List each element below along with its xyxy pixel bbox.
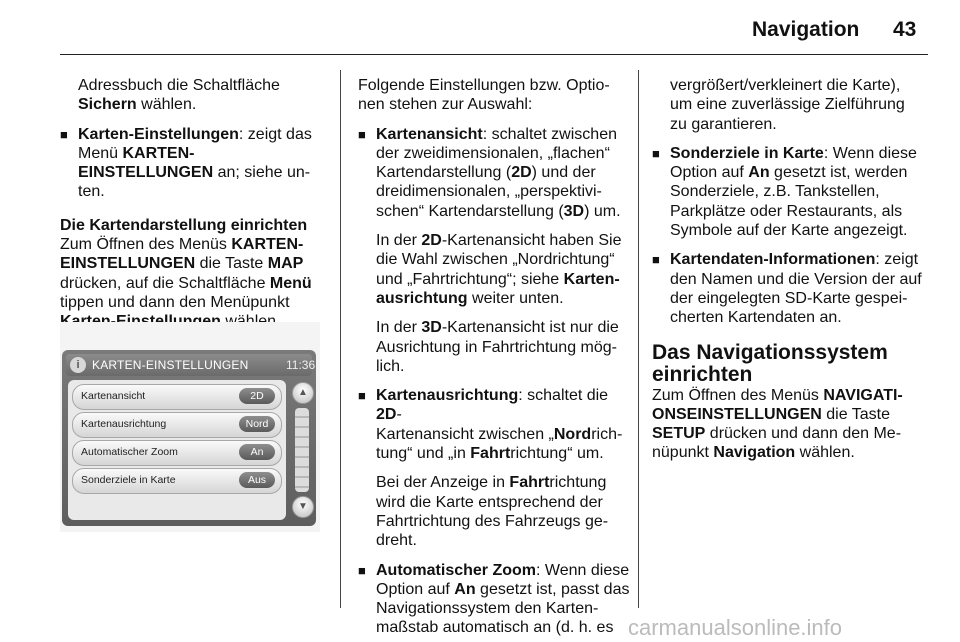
paragraph-navigation-setup: Zum Öffnen des Menüs NAVIGATI- ONSEINSTELLUNGEN die Taste SETUP drücken und dann den Me- nüpunkt Navigation wählen. bbox=[652, 386, 903, 462]
section-heading: Das Navigationssystem einrichten bbox=[652, 340, 888, 386]
footer-watermark: carmanualsonline.info bbox=[628, 615, 843, 640]
bullet-kartendaten: ■ Kartendaten-Informationen: zeigt den Namen und die Version der auf der eingelegten SD-Karte gespei- cherten Kartendaten an. bbox=[652, 250, 942, 327]
device-screenshot bbox=[60, 322, 320, 532]
header-divider bbox=[60, 54, 928, 55]
device-row-kartenansicht[interactable]: Kartenansicht 2D bbox=[72, 384, 282, 410]
device-row-value: Nord bbox=[239, 416, 275, 432]
subheading-kartendarstellung: Die Kartendarstellung einrichten bbox=[60, 216, 308, 234]
page-title: Navigation bbox=[752, 18, 860, 41]
column-2 bbox=[358, 76, 630, 638]
paragraph-intro: Folgende Einstellungen bzw. Optio- nen stehen zur Auswahl: bbox=[358, 77, 610, 114]
paragraph-kartendarstellung: Zum Öffnen des Menüs KARTEN- EINSTELLUNGEN die Taste MAP drücken, auf die Schaltfläche Menü tippen und dann den Menüpunkt bbox=[60, 236, 312, 311]
bullet-karten-einstellungen: ■ Karten-Einstellungen: zeigt das Menü KARTEN- EINSTELLUNGEN an; siehe un- ten. bbox=[60, 125, 332, 202]
bullet-kartenansicht: ■ Kartenansicht: schaltet zwischen der zweidimensionalen, „flachen“ Kartendarstellung (2D) und der dreidimensionalen, „perspektivi- schen“ Kartendarstellung (3D) um. bbox=[358, 125, 630, 221]
column-1 bbox=[60, 76, 332, 332]
device-row-kartenausrichtung[interactable]: Kartenausrichtung Nord bbox=[72, 412, 282, 438]
device-title: KARTEN-EINSTELLUNGEN bbox=[92, 358, 249, 372]
column-divider-2 bbox=[638, 70, 639, 608]
chevron-up-icon[interactable]: ▲ bbox=[292, 382, 314, 404]
paragraph-2d-ansicht: In der 2D-Kartenansicht haben Sie die Wahl zwischen „Nordrichtung“ und „Fahrtrichtung“; siehe Karten- ausrichtung weiter unten. bbox=[376, 232, 622, 307]
paragraph-sichern: Adressbuch die Schaltfläche Sichern wählen. bbox=[78, 77, 280, 114]
bullet-kartenausrichtung: ■ Kartenausrichtung: schaltet die 2D- Kartenansicht zwischen „Nordrich- tung“ und „in Fahrtrichtung“ um. bbox=[358, 386, 630, 463]
column-3 bbox=[652, 76, 942, 463]
device-scroll-track[interactable] bbox=[295, 408, 309, 492]
device-row-automatischer-zoom[interactable]: Automatischer Zoom An bbox=[72, 440, 282, 466]
bullet-automatischer-zoom: ■ Automatischer Zoom: Wenn diese Option auf An gesetzt ist, passt das Navigationssystem den Karten- maßstab automatisch an (d. h. es bbox=[358, 561, 630, 638]
paragraph-continuation: vergrößert/verkleinert die Karte), um eine zuverlässige Zielführung zu garantieren. bbox=[670, 77, 905, 133]
page-number: 43 bbox=[893, 18, 917, 41]
paragraph-fahrtrichtung: Bei der Anzeige in Fahrtrichtung wird die Karte entsprechend der Fahrtrichtung des Fahrzeugs ge- dreht. bbox=[376, 474, 609, 550]
column-divider-1 bbox=[340, 70, 341, 608]
info-icon: i bbox=[70, 357, 86, 373]
device-row-sonderziele[interactable]: Sonderziele in Karte Aus bbox=[72, 468, 282, 494]
chevron-down-icon[interactable]: ▼ bbox=[292, 496, 314, 518]
device-row-value: 2D bbox=[239, 388, 275, 404]
bullet-sonderziele: ■ Sonderziele in Karte: Wenn diese Option auf An gesetzt ist, werden Sonderziele, z.B. Tankstellen, Parkplätze oder Restaurants, als Symbole auf der Karte angezeigt. bbox=[652, 144, 942, 240]
device-row-value: Aus bbox=[239, 472, 275, 488]
paragraph-3d-ansicht: In der 3D-Kartenansicht ist nur die Ausrichtung in Fahrtrichtung mög- lich. bbox=[376, 319, 619, 375]
device-scrollbar[interactable] bbox=[292, 382, 312, 518]
device-time: 11:36 bbox=[286, 358, 316, 372]
device-row-value: An bbox=[239, 444, 275, 460]
